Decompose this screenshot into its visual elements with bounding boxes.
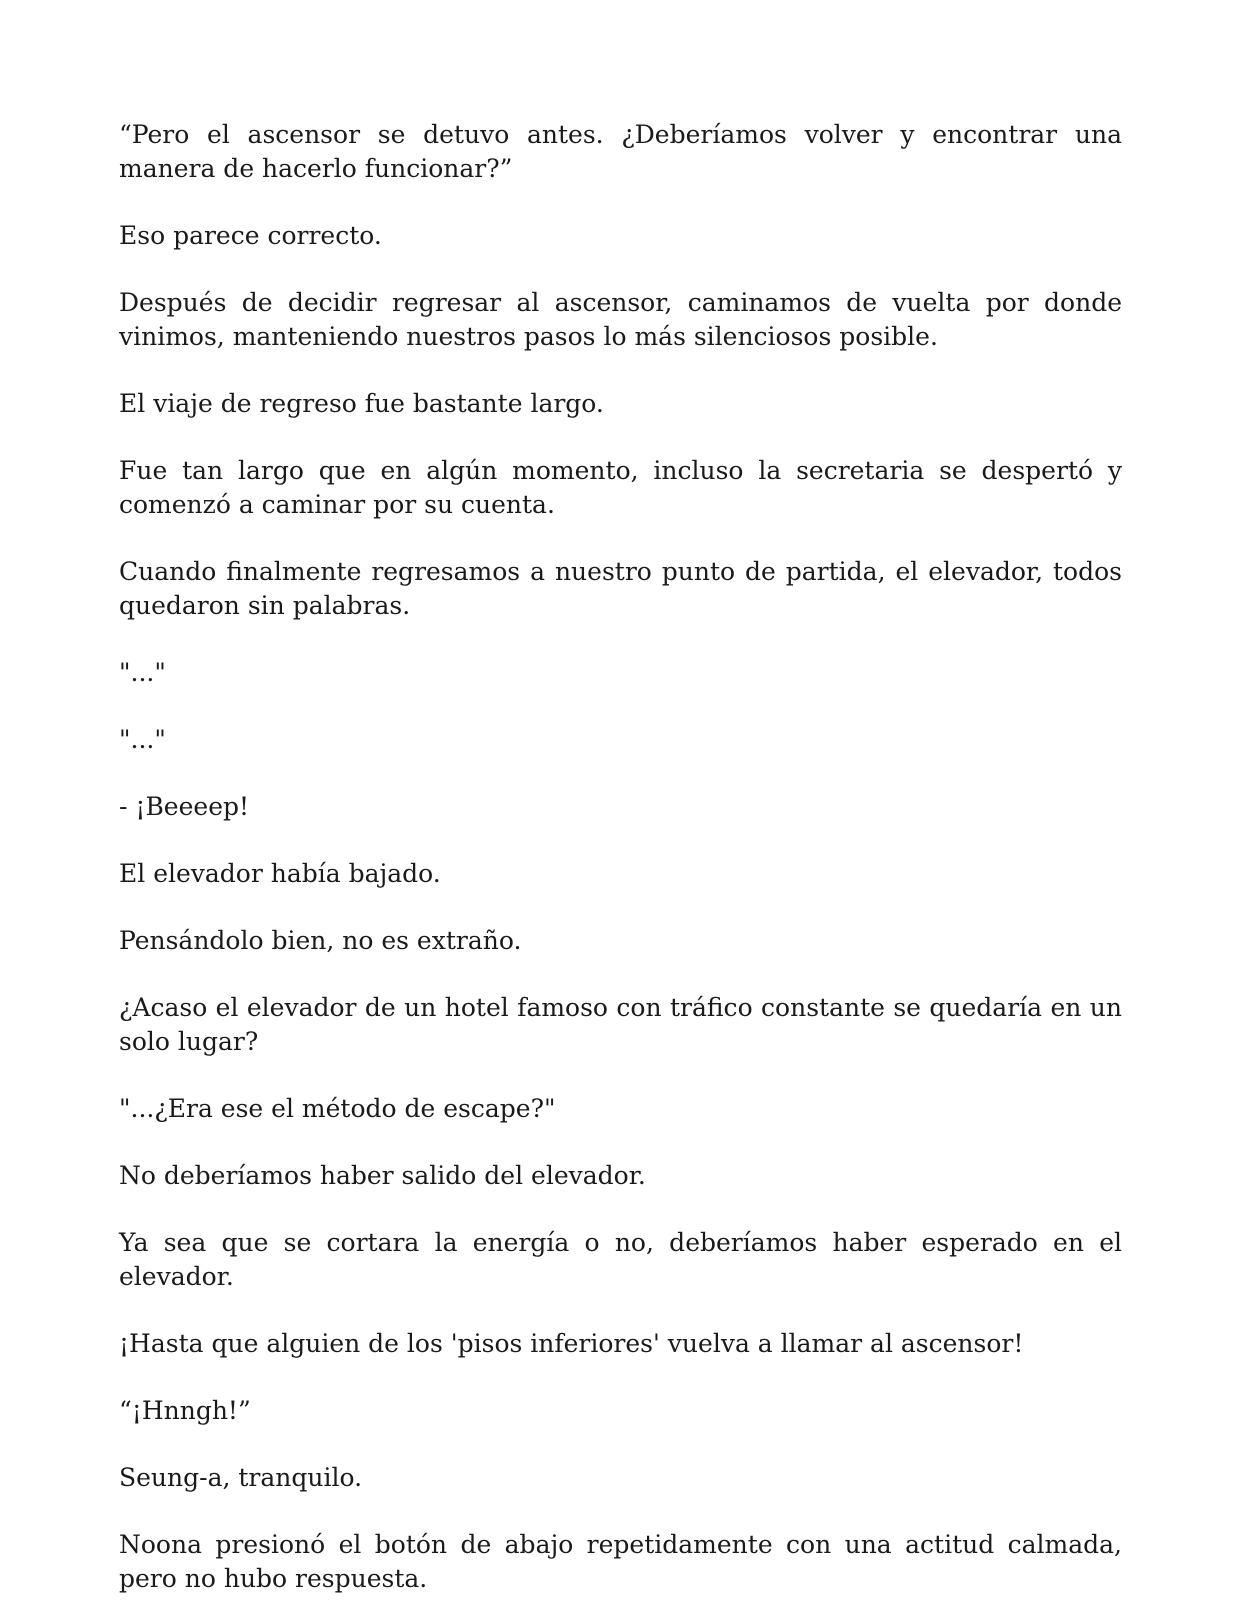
paragraph: ¡Hasta que alguien de los 'pisos inferiores' vuelva a llamar al ascensor! [119,1329,1024,1358]
paragraph: El viaje de regreso fue bastante largo. [119,389,604,418]
paragraph: Después de decidir regresar al ascensor, caminamos de vuelta por donde vinimos, manteniendo nuestros pasos lo más silenciosos posible. [119,288,1122,351]
paragraph: “¡Hnngh!” [119,1396,251,1425]
paragraph: Eso parece correcto. [119,221,382,250]
paragraph: Pensándolo bien, no es extraño. [119,926,522,955]
paragraph: "...¿Era ese el método de escape?" [119,1094,556,1123]
paragraph: Fue tan largo que en algún momento, incluso la secretaria se despertó y comenzó a caminar por su cuenta. [119,456,1122,519]
paragraph: “Pero el ascensor se detuvo antes. ¿Deberíamos volver y encontrar una manera de hacerlo funcionar?” [119,120,1122,183]
paragraph: Ya sea que se cortara la energía o no, deberíamos haber esperado en el elevador. [119,1228,1122,1291]
paragraph: El elevador había bajado. [119,859,441,888]
document-body [119,118,1122,1596]
paragraph: - ¡Beeeep! [119,792,250,821]
paragraph: Noona presionó el botón de abajo repetidamente con una actitud calmada, pero no hubo respuesta. [119,1530,1122,1593]
paragraph: ¿Acaso el elevador de un hotel famoso con tráfico constante se quedaría en un solo lugar? [119,993,1122,1056]
paragraph: Cuando finalmente regresamos a nuestro punto de partida, el elevador, todos quedaron sin palabras. [119,557,1122,620]
paragraph: "..." [119,658,166,687]
paragraph: "..." [119,725,166,754]
paragraph: Seung-a, tranquilo. [119,1463,363,1492]
paragraph: No deberíamos haber salido del elevador. [119,1161,646,1190]
